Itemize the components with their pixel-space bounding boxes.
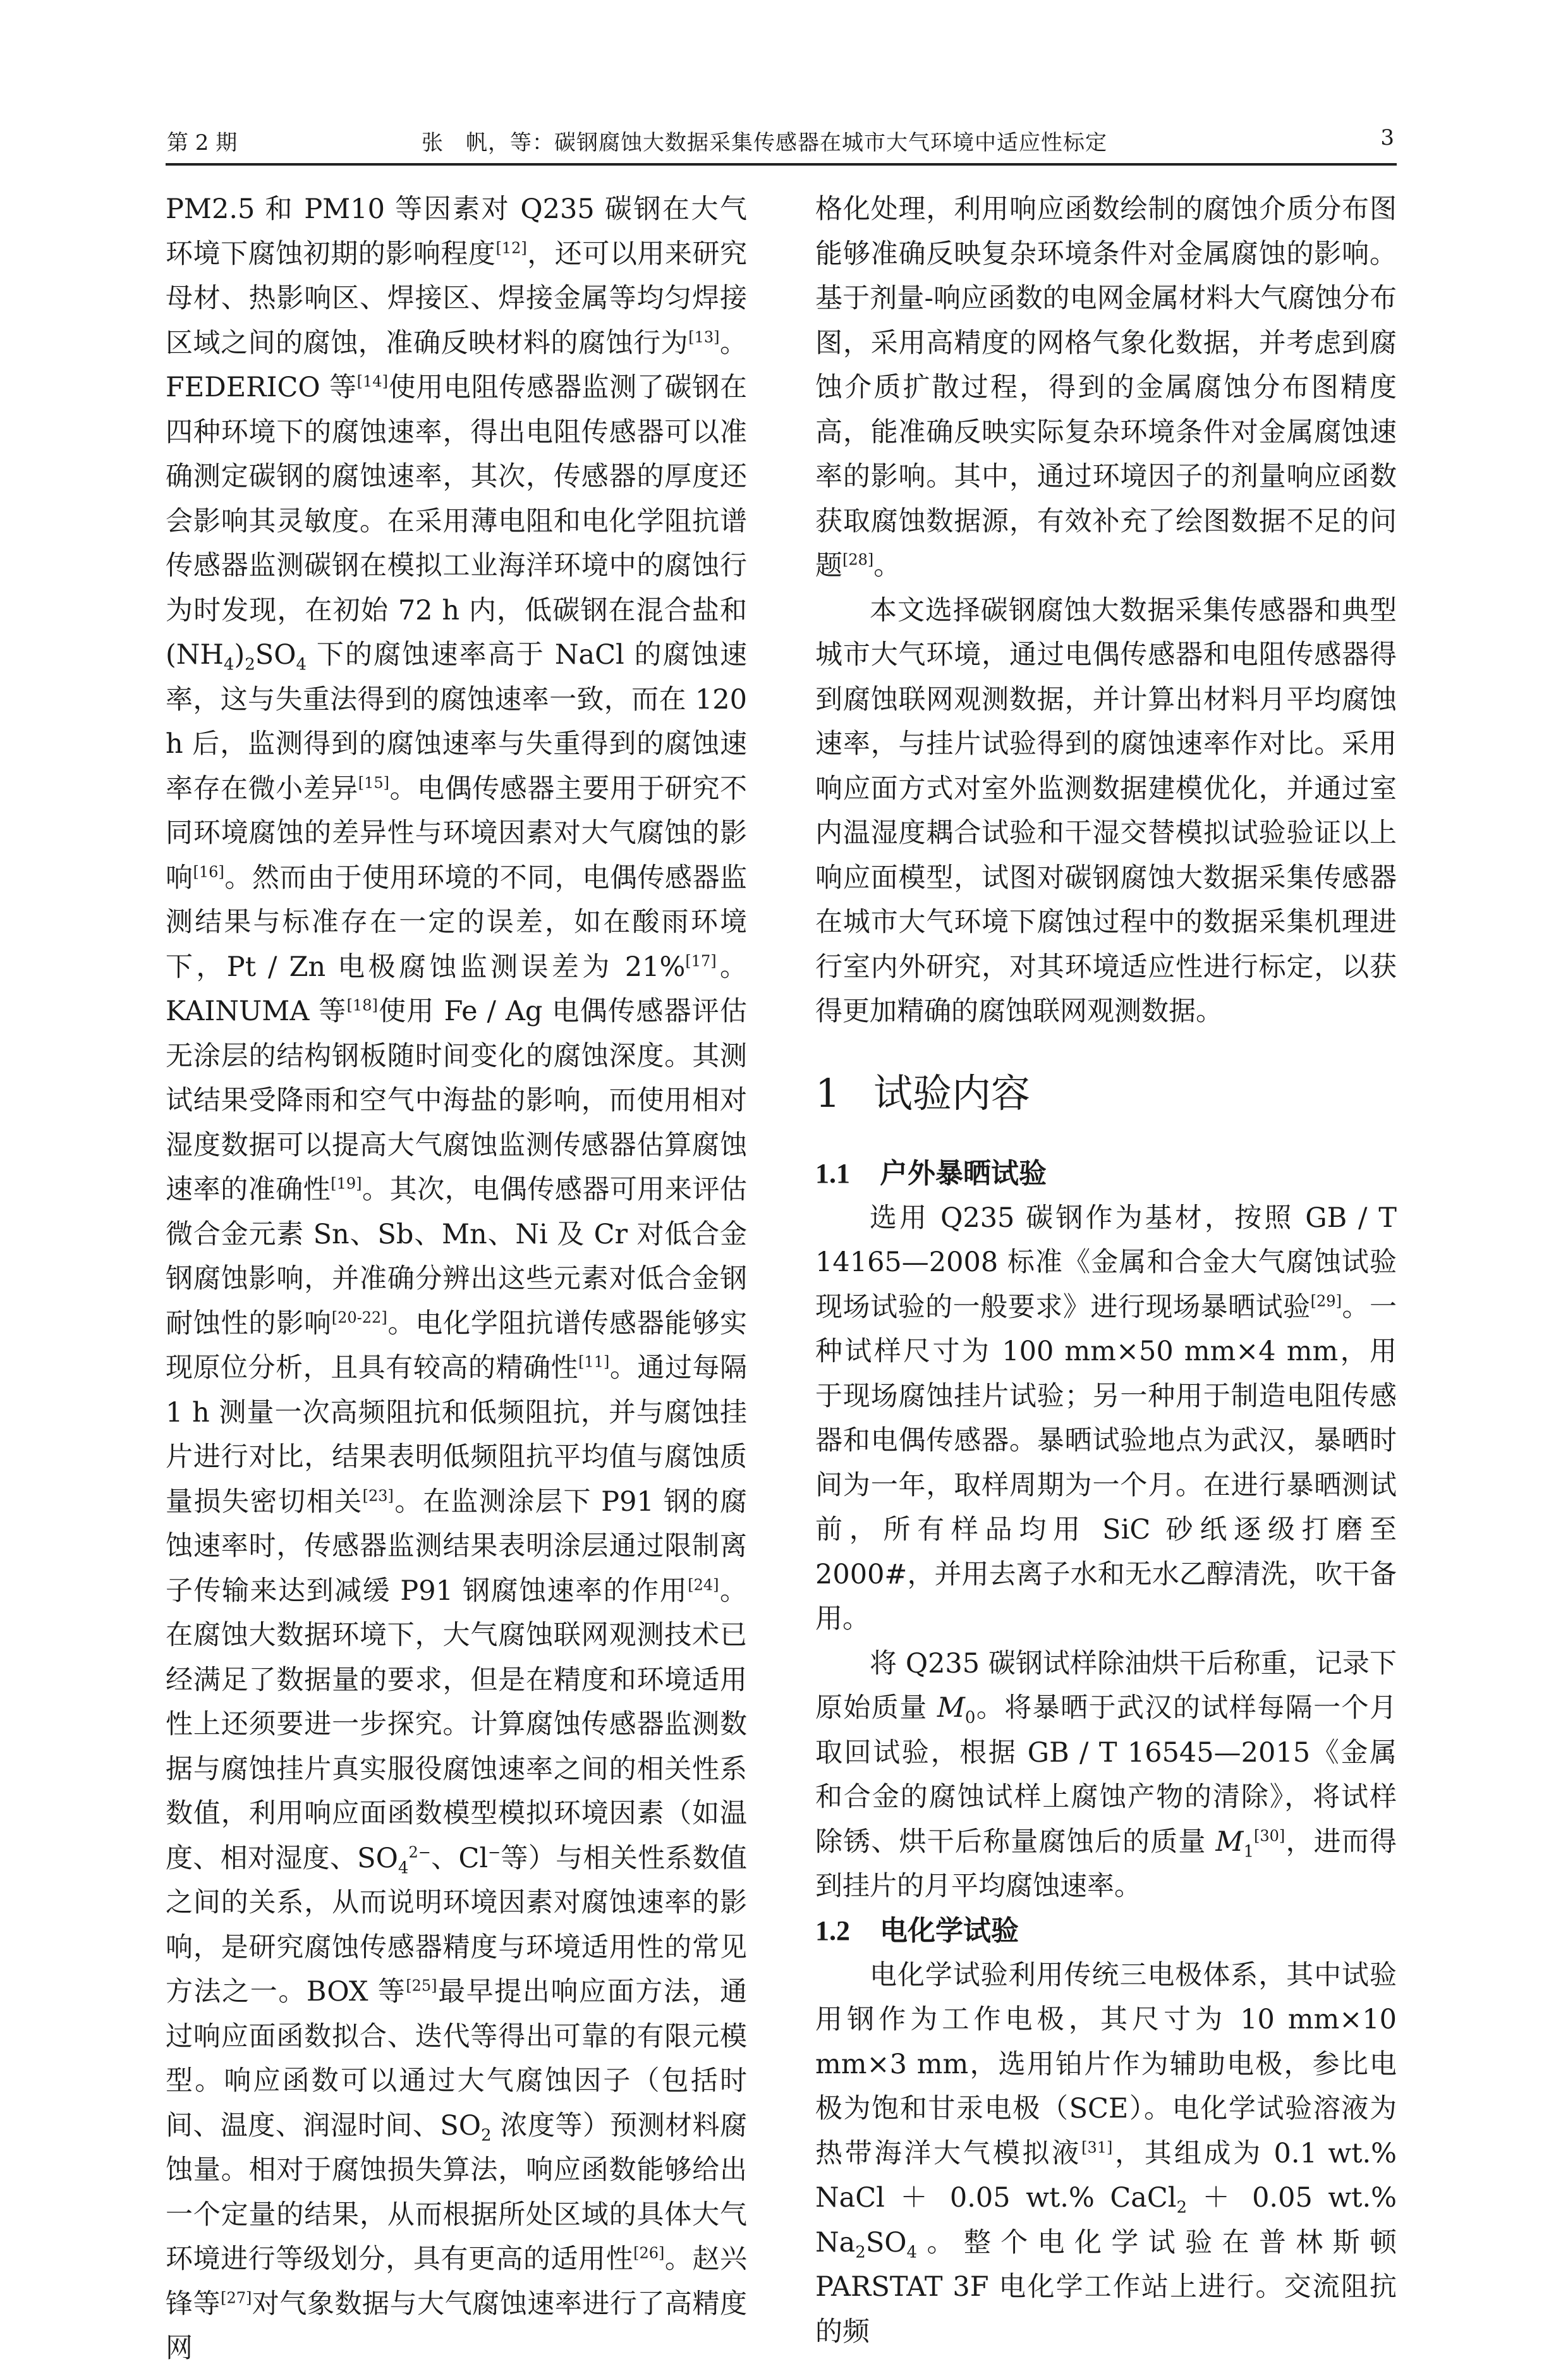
citation[interactable]: [30] xyxy=(1254,1827,1285,1845)
citation[interactable]: [23] xyxy=(362,1487,394,1505)
running-title: 张 帆，等：碳钢腐蚀大数据采集传感器在城市大气环境中适应性标定 xyxy=(422,130,1107,155)
right-paragraph: 格化处理，利用响应函数绘制的腐蚀介质分布图能够准确反映复杂环境条件对金属腐蚀的影响。基于剂量-响应函数的电网金属材料大气腐蚀分布图，采用高精度的网格气象化数据，并考虑到腐蚀介质扩散过程，得到的金属腐蚀分布图精度高，能准确反映实际复杂环境条件对金属腐蚀速率的影响。其中，通过环境因子的剂量响应函数获取腐蚀数据源，有效补充了绘图数据不足的问题[28]。 xyxy=(815,193,1397,582)
citation[interactable]: [12] xyxy=(495,239,527,257)
subsection-heading: 1.2 电化学试验 xyxy=(815,1914,1019,1947)
citation[interactable]: [29] xyxy=(1310,1292,1342,1310)
citation[interactable]: [11] xyxy=(578,1353,610,1371)
running-header xyxy=(166,124,1397,166)
body-paragraph: 将 Q235 碳钢试样除油烘干后称重，记录下原始质量 $M_0$。将暴晒于武汉的试样每隔一个月取回试验，根据 GB / T 16545—2015《金属和合金的腐蚀试样上腐蚀产物的清除》，将试样除锈、烘干后称量腐蚀后的质量 $M_1[30]$，进而得到挂片的月平均腐蚀速率。 xyxy=(815,1647,1397,1902)
citation[interactable]: [15] xyxy=(358,774,390,792)
citation[interactable]: [14] xyxy=(356,372,388,391)
section-heading: 1 试验内容 xyxy=(815,1070,1031,1116)
body-paragraph: 选用 Q235 碳钢作为基材，按照 GB / T 14165—2008 标准《金属和合金大气腐蚀试验现场试验的一般要求》进行现场暴晒试验[29]。一种试样尺寸为 100 mm×50 mm×4 mm，用于现场腐蚀挂片试验；另一种用于制造电阻传感器和电偶传感器。暴晒试验地点为武汉，暴晒时间为一年，取样周期为一个月。在进行暴晒测试前，所有样品均用 SiC 砂纸逐级打磨至 2000#，并用去离子水和无水乙醇清洗，吹干备用。 xyxy=(815,1202,1397,1635)
body-paragraph: 电化学试验利用传统三电极体系，其中试验用钢作为工作电极，其尺寸为 10 mm×10 mm×3 mm，选用铂片作为辅助电极，参比电极为饱和甘汞电极（SCE）。电化学试验溶液为热带海洋大气模拟液[31]，其组成为 0.1 wt.% NaCl ＋ 0.05 wt.% CaCl$_2$ ＋ 0.05 wt.% $Na_2SO_4$。整个电化学试验在普林斯顿 PARSTAT 3F 电化学工作站上进行。交流阻抗的频 xyxy=(815,1959,1397,2348)
citation[interactable]: [13] xyxy=(688,328,720,346)
left-paragraph: PM2.5 和 PM10 等因素对 Q235 碳钢在大气环境下腐蚀初期的影响程度[12]，还可以用来研究母材、热影响区、焊接区、焊接金属等均匀焊接区域之间的腐蚀，准确反映材料的腐蚀行为[13]。FEDERICO 等[14]使用电阻传感器监测了碳钢在四种环境下的腐蚀速率，得出电阻传感器可以准确测定碳钢的腐蚀速率，其次，传感器的厚度还会影响其灵敏度。在采用薄电阻和电化学阻抗谱传感器监测碳钢在模拟工业海洋环境中的腐蚀行为时发现，在初始 72 h 内，低碳钢在混合盐和$(NH_4)_2SO_4$ 下的腐蚀速率高于 NaCl 的腐蚀速率，这与失重法得到的腐蚀速率一致，而在 120 h 后，监测得到的腐蚀速率与失重得到的腐蚀速率存在微小差异[15]。电偶传感器主要用于研究不同环境腐蚀的差异性与环境因素对大气腐蚀的影响[16]。然而由于使用环境的不同，电偶传感器监测结果与标准存在一定的误差，如在酸雨环境下，Pt / Zn 电极腐蚀监测误差为 21%[17]。KAINUMA 等[18]使用 Fe / Ag 电偶传感器评估无涂层的结构钢板随时间变化的腐蚀深度。其测试结果受降雨和空气中海盐的影响，而使用相对湿度数据可以提高大气腐蚀监测传感器估算腐蚀速率的准确性[19]。其次，电偶传感器可用来评估微合金元素 Sn、Sb、Mn、Ni 及 Cr 对低合金钢腐蚀影响，并准确分辨出这些元素对低合金钢耐蚀性的影响[20-22]。电化学阻抗谱传感器能够实现原位分析，且具有较高的精确性[11]。通过每隔 1 h 测量一次高频阻抗和低频阻抗，并与腐蚀挂片进行对比，结果表明低频阻抗平均值与腐蚀质量损失密切相关[23]。在监测涂层下 P91 钢的腐蚀速率时，传感器监测结果表明涂层通过限制离子传输来达到减缓 P91 钢腐蚀速率的作用[24]。在腐蚀大数据环境下，大气腐蚀联网观测技术已经满足了数据量的要求，但是在精度和环境适用性上还须要进一步探究。计算腐蚀传感器监测数据与腐蚀挂片真实服役腐蚀速率之间的相关性系数值，利用响应面函数模型模拟环境因素（如温度、相对湿度、$SO_4^{2-}$、Cl−等）与相关性系数值之间的关系，从而说明环境因素对腐蚀速率的影响，是研究腐蚀传感器精度与环境适用性的常见方法之一。BOX 等[25]最早提出响应面方法，通过响应面函数拟合、迭代等得出可靠的有限元模型。响应函数可以通过大气腐蚀因子（包括时间、温度、润湿时间、$SO_2$ 浓度等）预测材料腐蚀量。相对于腐蚀损失算法，响应函数能够给出一个定量的结果，从而根据所处区域的具体大气环境进行等级划分，具有更高的适用性[26]。赵兴锋等[27]对气象数据与大气腐蚀速率进行了高精度网 xyxy=(166,193,748,2364)
citation[interactable]: [31] xyxy=(1081,2138,1113,2157)
citation[interactable]: [27] xyxy=(221,2289,252,2307)
issue-label: 第 2 期 xyxy=(167,130,238,155)
intro-paragraph: 本文选择碳钢腐蚀大数据采集传感器和典型城市大气环境，通过电偶传感器和电阻传感器得到腐蚀联网观测数据，并计算出材料月平均腐蚀速率，与挂片试验得到的腐蚀速率作对比。采用响应面方式对室外监测数据建模优化，并通过室内温湿度耦合试验和干湿交替模拟试验验证以上响应面模型，试图对碳钢腐蚀大数据采集传感器在城市大气环境下腐蚀过程中的数据采集机理进行室内外研究，对其环境适应性进行标定，以获得更加精确的腐蚀联网观测数据。 xyxy=(815,594,1397,1027)
citation[interactable]: [18] xyxy=(346,996,378,1015)
citation[interactable]: [16] xyxy=(193,863,224,881)
left-column xyxy=(166,187,747,2371)
citation[interactable]: [20-22] xyxy=(331,1308,387,1327)
citation[interactable]: [28] xyxy=(842,551,874,569)
citation[interactable]: [25] xyxy=(406,1977,437,1995)
subsection-heading: 1.1 户外暴晒试验 xyxy=(815,1157,1047,1190)
page-number: 3 xyxy=(1380,125,1394,150)
citation[interactable]: [26] xyxy=(633,2244,665,2262)
right-column xyxy=(815,187,1397,2354)
citation[interactable]: [17] xyxy=(685,952,717,970)
citation[interactable]: [19] xyxy=(331,1174,362,1193)
citation[interactable]: [24] xyxy=(688,1576,719,1594)
